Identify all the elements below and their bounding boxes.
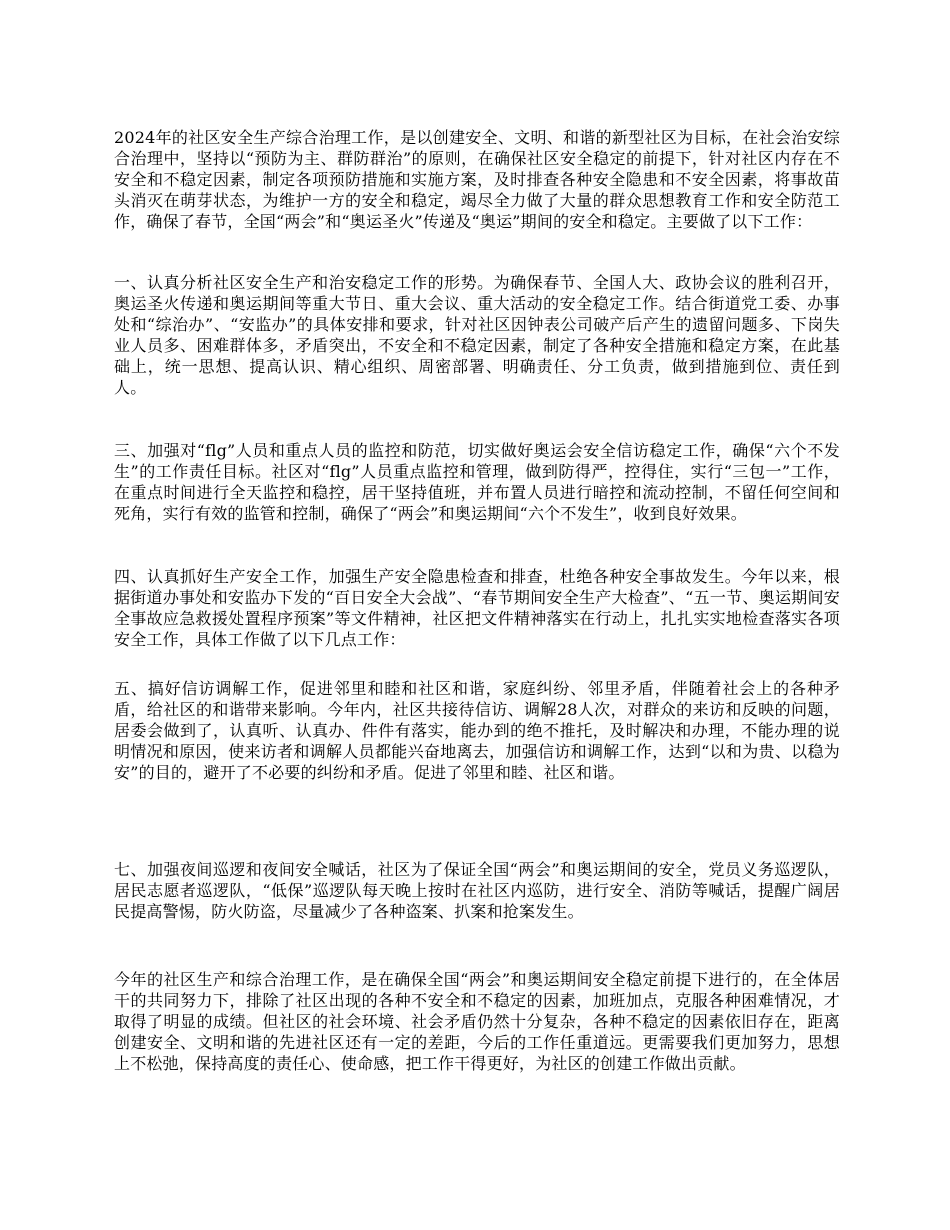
conclusion-paragraph: 今年的社区生产和综合治理工作，是在确保全国“两会”和奥运期间安全稳定前提下进行的，在全体居干的共同努力下，排除了社区出现的各种不安全和不稳定的因素，加班加点，克服各种困难情况，才取得了明显的成绩。但社区的社会环境、社会矛盾仍然十分复杂，各种不稳定的因素依旧存在，距离创建安全、文明和谐的先进社区还有一定的差距，今后的工作任重道远。更需要我们更加努力，思想上不松弛，保持高度的责任心、使命感，把工作干得更好，为社区的创建工作做出贡献。 [114, 970, 840, 1073]
section-four-paragraph: 四、认真抓好生产安全工作，加强生产安全隐患检查和排查，杜绝各种安全事故发生。今年以来，根据街道办事处和安监办下发的“百日安全大会战”、“春节期间安全生产大检查”、“五一节、奥运期间安全事故应急救援处置程序预案”等文件精神，社区把文件精神落实在行动上，扎扎实实地检查落实各项安全工作，具体工作做了以下几点工作： [114, 567, 840, 649]
section-one-paragraph: 一、认真分析社区安全生产和治安稳定工作的形势。为确保春节、全国人大、政协会议的胜利召开，奥运圣火传递和奥运期间等重大节日、重大会议、重大活动的安全稳定工作。结合街道党工委、办事处和“综治办”、“安监办”的具体安排和要求，针对社区因钟表公司破产后产生的遗留问题多、下岗失业人员多、困难群体多，矛盾突出，不安全和不稳定因素，制定了各种安全措施和稳定方案，在此基础上，统一思想、提高认识、精心组织、周密部署、明确责任、分工负责，做到措施到位、责任到人。 [114, 273, 840, 397]
intro-paragraph: 2024年的社区安全生产综合治理工作，是以创建安全、文明、和谐的新型社区为目标，在社会治安综合治理中，坚持以“预防为主、群防群治”的原则，在确保社区安全稳定的前提下，针对社区内存在不安全和不稳定因素，制定各项预防措施和实施方案，及时排查各种安全隐患和不安全因素，将事故苗头消灭在萌芽状态，为维护一方的安全和稳定，竭尽全力做了大量的群众思想教育工作和安全防范工作，确保了春节，全国“两会”和“奥运圣火”传递及“奥运”期间的安全和稳定。主要做了以下工作： [114, 128, 840, 231]
section-three-paragraph: 三、加强对“flg”人员和重点人员的监控和防范，切实做好奥运会安全信访稳定工作，确保“六个不发生”的工作责任目标。社区对“flg”人员重点监控和管理，做到防得严，控得住，实行“三包一”工作，在重点时间进行全天监控和稳控，居干坚持值班，并布置人员进行暗控和流动控制，不留任何空间和死角，实行有效的监管和控制，确保了“两会”和奥运期间“六个不发生”，收到良好效果。 [114, 441, 840, 523]
section-seven-paragraph: 七、加强夜间巡逻和夜间安全喊话，社区为了保证全国“两会”和奥运期间的安全，党员义务巡逻队，居民志愿者巡逻队，“低保”巡逻队每天晚上按时在社区内巡防，进行安全、消防等喊话，提醒广阔居民提高警惕，防火防盗，尽量减少了各种盗案、扒案和抢案发生。 [114, 860, 840, 921]
section-five-paragraph: 五、搞好信访调解工作，促进邻里和睦和社区和谐，家庭纠纷、邻里矛盾，伴随着社会上的各种矛盾，给社区的和谐带来影响。今年内，社区共接待信访、调解28人次，对群众的来访和反映的问题，居委会做到了，认真听、认真办、件件有落实，能办到的绝不推托，及时解决和办理，不能办理的说明情况和原因，使来访者和调解人员都能兴奋地离去，加强信访和调解工作，达到“以和为贵、以稳为安”的目的，避开了不必要的纠纷和矛盾。促进了邻里和睦、社区和谐。 [114, 679, 840, 782]
